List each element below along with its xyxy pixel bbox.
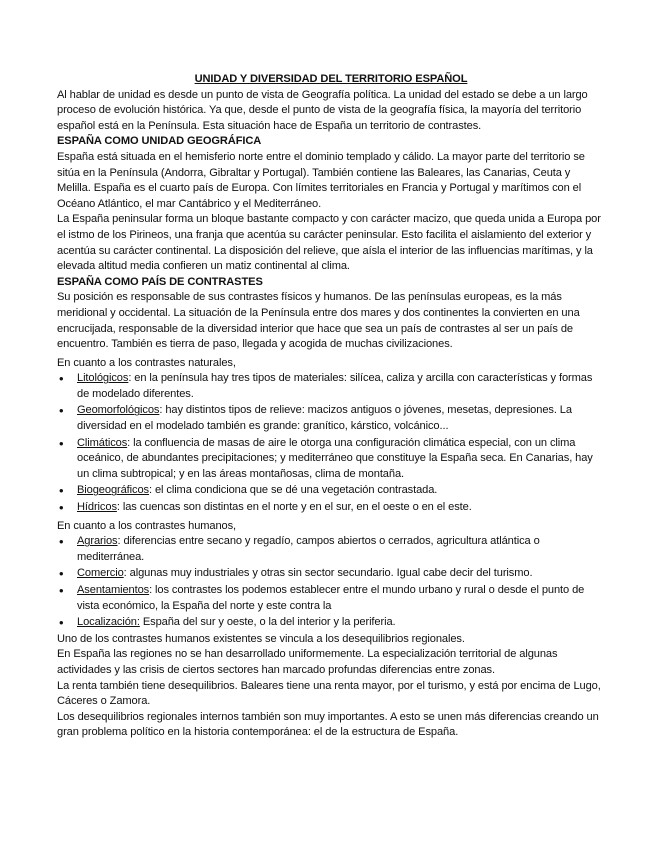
section-heading-unidad: ESPAÑA COMO UNIDAD GEOGRÁFICA [57,135,262,148]
list-item-text: : en la península hay tres tipos de materiales: silícea, caliza y arcilla con características y formas de modelado diferentes. [77,372,593,400]
list-item-text: : algunas muy industriales y otras sin sector secundario. Igual cabe decir del turismo. [123,567,533,580]
list-item [57,566,605,582]
section2-paragraph-3: En España las regiones no se han desarrollado uniformemente. La especialización territorial de algunas actividades y las crisis de ciertos sectores han marcado profundas diferencias entre zonas. [57,648,558,676]
section2-paragraph-5: Los desequilibrios regionales internos también son muy importantes. A esto se unen más diferencias creando un gran problema político en la historia contemporánea: el de la estructura de España. [57,710,599,739]
section2-paragraph-1: Su posición es responsable de sus contrastes físicos y humanos. De las penínsulas europeas, es la más meridional y occidental. La situación de la Península entre dos mares y dos continentes la convierten en una encrucijada, responsable de la diversidad interior que hace que sea un país de contrastes al ser un país de encuentro. También es tierra de paso, llegada y acogida de muchas civilizaciones. [57,291,580,351]
list-item-term: Hídricos [77,501,117,514]
list-item [57,583,605,614]
list-item [57,534,605,565]
list-item-term: Asentamientos [77,584,150,596]
bullet-icon: • [59,583,64,598]
list-item [57,371,605,402]
section2-paragraph-4: La renta también tiene desequilibrios. Baleares tiene una renta mayor, por el turismo, y está por encima de Lugo, Cáceres o Zamora. [57,679,601,708]
bullet-icon: • [59,534,64,550]
list-item [57,500,605,516]
list-item-term: Localización: [77,616,140,629]
section2-paragraph-2: Uno de los contrastes humanos existentes se vincula a los desequilibrios regionales. [57,632,465,645]
list-item-text: España del sur y oeste, o la del interior y la periferia. [139,616,396,629]
section1-paragraph-2: La España peninsular forma un bloque bastante compacto y con carácter macizo, que queda unida a Europa por el istmo de los Pirineos, una franja que acentúa su carácter peninsular. Esto facilita el aislamiento del exterior y acentúa su carácter continental. La disposición del relieve, que aísla el interior de las influencias marítimas, y la elevada altitud media confieren un matiz continental al clima. [57,213,601,273]
list-item-text: : hay distintos tipos de relieve: macizos antiguos o jóvenes, mesetas, depresiones. La diversidad en el modelado también es grande: granítico, kárstico, volcánico... [77,404,572,433]
list-item [57,436,605,483]
list-item-text: : las cuencas son distintas en el norte y en el sur, en el oeste o en el este. [116,501,472,514]
human-contrasts-intro: En cuanto a los contrastes humanos, [57,519,237,532]
list-item-term: Litológicos [77,372,129,385]
section-heading-contrastes: ESPAÑA COMO PAÍS DE CONTRASTES [57,275,263,288]
human-contrasts-list [57,534,605,631]
list-item-term: Climáticos [77,436,128,449]
list-item-term: Comercio [77,567,124,580]
list-item [57,403,605,434]
bullet-icon: • [59,435,64,451]
list-item-term: Biogeográficos [77,484,149,497]
intro-paragraph: Al hablar de unidad es desde un punto de vista de Geografía política. La unidad del estado se debe a un largo proceso de evolución histórica. Ya que, desde el punto de vista de la geografía física, la mayoría del territorio español está en la Península. Esta situación hace de España un territorio de contrastes. [57,88,588,132]
natural-contrasts-intro: En cuanto a los contrastes naturales, [57,356,236,369]
list-item-term: Geomorfológicos [77,404,160,417]
list-item [57,615,605,631]
bullet-icon: • [59,500,64,516]
list-item-term: Agrarios [77,535,118,548]
bullet-icon: • [59,403,64,419]
natural-contrasts-list [57,371,605,515]
document-title: UNIDAD Y DIVERSIDAD DEL TERRITORIO ESPAÑOL [194,73,468,85]
bullet-icon: • [59,371,64,387]
list-item [57,483,605,499]
list-item-text: : los contrastes los podemos establecer entre el mundo urbano y rural o desde el punto de vista económico, la España del norte y este contra la [77,584,585,612]
list-item-text: : la confluencia de masas de aire le otorga una configuración climática especial, con un clima oceánico, de abundantes precipitaciones; y mediterráneo que constituye la España seca. En Canarias, hay un clima subtropical; y en las áreas montañosas, clima de montaña. [77,436,593,480]
list-item-text: : diferencias entre secano y regadío, campos abiertos o cerrados, agricultura atlántica o mediterránea. [77,535,540,563]
bullet-icon: • [59,615,64,631]
bullet-icon: • [59,483,64,499]
bullet-icon: • [59,566,64,582]
list-item-text: : el clima condiciona que se dé una vegetación contrastada. [149,484,438,497]
document-page [57,72,605,741]
section1-paragraph-1: España está situada en el hemisferio norte entre el dominio templado y cálido. La mayor parte del territorio se sitúa en la Península (Andorra, Gibraltar y Portugal). También contiene las Baleares, las Canarias, Ceuta y Melilla. España es el cuarto país de Europa. Con límites territoriales en Francia y Portugal y marítimos con el Océano Atlántico, el mar Cantábrico y el Mediterráneo. [57,150,585,210]
